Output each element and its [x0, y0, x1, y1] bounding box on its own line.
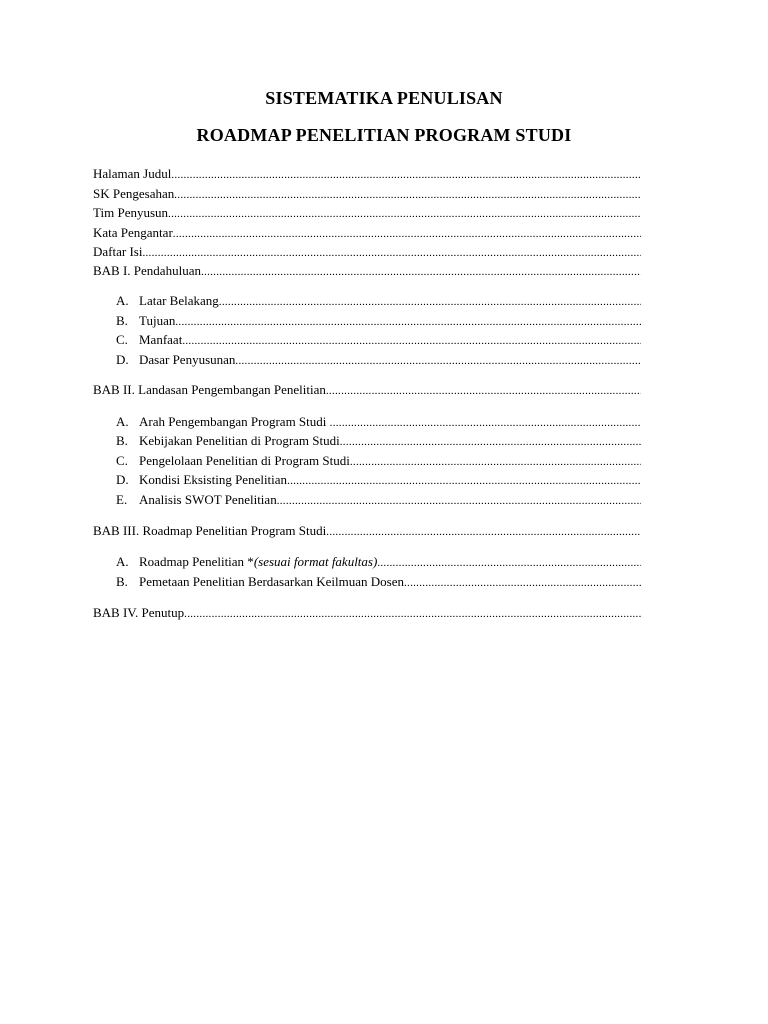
toc-subentry-marker: C.	[116, 332, 128, 347]
toc-entry-label: Kata Pengantar	[93, 224, 173, 240]
toc-entry-sk-pengesahan	[93, 184, 641, 204]
dot-leader	[340, 433, 641, 451]
toc-subentry-marker: B.	[116, 573, 128, 589]
toc-chapter-label: BAB I. Pendahuluan	[93, 263, 201, 278]
toc-chapter-label: BAB IV. Penutup	[93, 605, 185, 620]
dot-leader	[326, 382, 641, 400]
toc-subentry-marker: A.	[116, 554, 129, 569]
toc-subentry-label: Pemetaan Penelitian Berdasarkan Keilmuan Dosen	[139, 573, 404, 589]
dot-leader	[171, 166, 641, 184]
toc-chapter-label: BAB III. Roadmap Penelitian Program Studi	[93, 523, 327, 538]
toc-subentry-label: Tujuan	[139, 312, 176, 328]
toc-subentry-label: Roadmap Penelitian *	[139, 554, 254, 569]
toc-subentry-pengelolaan-penelitian	[116, 451, 641, 471]
toc-subentry-dasar-penyusunan	[116, 350, 641, 370]
toc-subentry-marker: D.	[116, 351, 129, 367]
format-note: (sesuai format fakultas)	[253, 554, 378, 569]
dot-leader	[201, 263, 641, 281]
toc-subentry-marker: A.	[116, 414, 129, 429]
toc-subentry-roadmap-penelitian	[116, 552, 641, 572]
toc-subentry-manfaat	[116, 330, 641, 350]
dot-leader	[377, 554, 641, 572]
toc-entry-kata-pengantar	[93, 223, 641, 243]
dot-leader	[350, 453, 641, 471]
toc-subentry-marker: C.	[116, 452, 128, 468]
toc-subentry-label: Pengelolaan Penelitian di Program Studi	[139, 452, 350, 468]
dot-leader	[219, 293, 641, 311]
dot-leader	[235, 352, 641, 370]
toc-subentry-marker: B.	[116, 312, 128, 328]
toc-chapter-bab-2	[93, 380, 641, 400]
toc-subentry-label: Manfaat	[139, 332, 183, 347]
toc-entry-label: SK Pengesahan	[93, 185, 175, 201]
toc-subentry-latar-belakang	[116, 291, 641, 311]
toc-entry-label: Daftar Isi	[93, 244, 143, 259]
document-title: SISTEMATIKA PENULISAN	[265, 88, 503, 108]
toc-chapter-label: BAB II. Landasan Pengembangan Penelitian	[93, 382, 326, 397]
toc-subentry-marker: D.	[116, 472, 129, 487]
dot-leader	[326, 523, 641, 541]
toc-subentry-tujuan	[116, 311, 641, 331]
toc-subentry-label: Analisis SWOT Penelitian	[139, 491, 277, 507]
toc-chapter-bab-3	[93, 521, 641, 541]
dot-leader	[182, 332, 641, 350]
toc-subentry-kondisi-eksisting	[116, 470, 641, 490]
toc-chapter-bab-4	[93, 603, 641, 623]
dot-leader	[174, 186, 641, 204]
toc-entry-tim-penyusun	[93, 203, 641, 223]
toc-subentry-arah-pengembangan	[116, 412, 641, 432]
toc-entry-halaman-judul	[93, 164, 641, 184]
toc-subentry-analisis-swot	[116, 490, 641, 510]
toc-subentry-label: Kebijakan Penelitian di Program Studi	[139, 433, 340, 448]
toc-subentry-note	[254, 552, 378, 572]
toc-subentry-marker: A.	[116, 293, 129, 308]
toc-entry-daftar-isi	[93, 242, 641, 262]
toc-subentry-label: Kondisi Eksisting Penelitian	[139, 472, 288, 487]
toc-subentry-label: Latar Belakang	[139, 293, 219, 308]
toc-chapter-bab-1	[93, 261, 641, 281]
toc-subentry-marker: B.	[116, 433, 128, 448]
toc-entry-label: Halaman Judul	[93, 166, 172, 181]
toc-subentry-marker: E.	[116, 491, 128, 507]
dot-leader	[184, 605, 641, 623]
dot-leader	[168, 205, 641, 223]
dot-leader	[277, 492, 641, 510]
toc-subentry-pemetaan-penelitian	[116, 572, 641, 592]
toc-subentry-label: Dasar Penyusunan	[139, 351, 236, 367]
dot-leader	[404, 574, 641, 592]
dot-leader	[173, 225, 641, 243]
dot-leader	[175, 313, 641, 331]
toc-subentry-kebijakan-penelitian	[116, 431, 641, 451]
dot-leader	[287, 472, 641, 490]
dot-leader	[330, 414, 641, 432]
toc-subentry-label: Arah Pengembangan Program Studi	[139, 414, 330, 429]
toc-entry-label: Tim Penyusun	[93, 205, 169, 220]
document-subtitle: ROADMAP PENELITIAN PROGRAM STUDI	[196, 125, 572, 145]
dot-leader	[142, 244, 641, 262]
